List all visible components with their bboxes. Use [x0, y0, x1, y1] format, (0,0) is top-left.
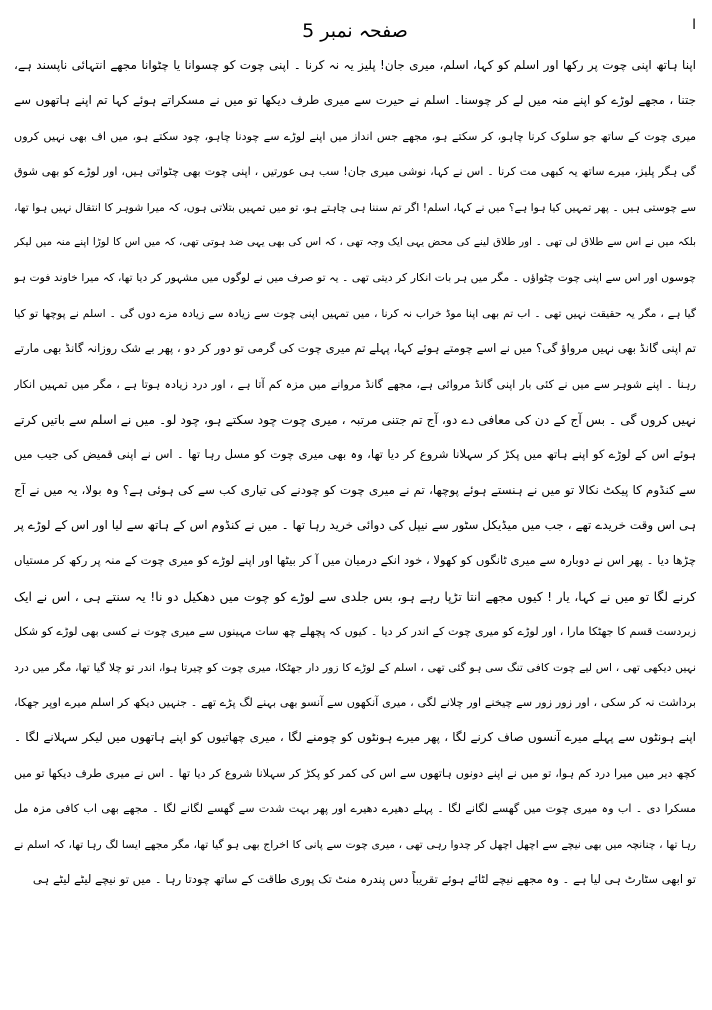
text-line: رہا تھا ، چنانچہ میں بھی نیچے سے اچھل اچھل کر چدوا رہی تھی ، میری چوت سے پانی کا اخراج بھی ہو گیا تھا، مگر مجھے ایسا لگ رہا تھا، کہ اسلم نے [14, 837, 696, 851]
text-line: بلکہ میں نے اس سے طلاق لی تھی ۔ اور طلاق لینے کی محض یہی ایک وجہ تھی ، کہ اس کی بھی یہی ضد ہوتی تھی، کہ میں اس کا لوڑا اپنے منہ میں لیکر [14, 235, 696, 248]
text-line: جتنا ، مجھے لوڑے کو اپنے منہ میں لے کر چوسنا۔ اسلم نے حیرت سے میری طرف دیکھا تو میں نے مسکراتے ہوئے کہا تم اپنے ہاتھوں سے [14, 93, 696, 108]
text-line: رہنا ۔ اپنے شوہر سے میں نے کئی بار اپنی گانڈ مروائی ہے، مجھے گانڈ مروانے میں مزہ کم آتا ہے ، اور درد زیادہ ہوتا ہے ، مگر میں تمہیں انکار [14, 377, 696, 391]
text-line: سے کنڈوم کا پیکٹ نکالا تو میں نے ہنستے ہوئے پوچھا، تم نے میری چوت کو چودنے کی تیاری کب سے کی ہوئی ہے؟ وہ بولا، یہ میں نے آج [14, 482, 696, 497]
body-text [14, 48, 696, 897]
text-line: گیا ہے ، مگر یہ حقیقت نہیں تھی ۔ اب تم بھی اپنا موڈ خراب نہ کرنا ، میں تمہیں اپنی چوت سے زیادہ سے زیادہ مزے دوں گی ۔ اسلم نے پوچھا تو کیا [14, 306, 696, 320]
corner-mark: ا [692, 17, 696, 33]
text-line: اپنا ہاتھ اپنی چوت پر رکھا اور اسلم کو کہا، اسلم، میری جان! پلیز یہ نہ کرنا ۔ اپنی چوت کو چسوانا یا چٹوانا مجھے انتہائی ناپسند ہے، [14, 58, 696, 72]
text-line: سے چوستی ہیں ۔ پھر تمہیں کیا ہوا ہے؟ میں نے کہا، اسلم! اگر تم سننا ہی چاہتے ہو، تو میں تمہیں بتلاتی ہوں، کہ میرا شوہر کا انتقال نہیں ہوا تھا، [14, 200, 696, 214]
page-number-heading: صفحہ نمبر 5 [302, 20, 408, 42]
text-line: تو ابھی سٹارٹ ہی لیا ہے ۔ وہ مجھے نیچے لٹائے ہوئے تقریباً دس پندرہ منٹ تک پوری طاقت کے ساتھ چودتا رہا ۔ میں تو نیچے لیٹے لیٹے ہی [32, 871, 696, 886]
text-line: میری چوت کے ساتھ جو سلوک کرنا چاہو، کر سکتے ہو، مجھے جس انداز میں اپنے لوڑے سے چودنا چاہو، چود سکتے ہو، میں اف بھی نہیں کروں [14, 129, 696, 143]
text-line: تم اپنی گانڈ بھی نہیں مرواؤ گی؟ میں نے اسے چومتے ہوئے کہا، پہلے تم میری چوت کی گرمی تو دور کر دو ، پھر بے شک روزانہ گانڈ بھی مارتے [14, 341, 696, 356]
text-line: نہیں کروں گی ۔ بس آج کے دن کی معافی دے دو، آج تم جتنی مرتبہ ، میری چوت چود سکتے ہو، چود لو۔ میں نے اسلم سے باتیں کرتے [14, 411, 696, 427]
text-line: چوسوں اور اس سے اپنی چوت چٹواؤں ۔ مگر میں ہر بات انکار کر دیتی تھی ۔ یہ تو صرف میں نے لوگوں میں مشہور کر دیا تھا، کہ میرا خاوند فوت ہو [14, 271, 696, 285]
text-line: اپنے ہونٹوں سے پہلے میرے آنسوں صاف کرنے لگا ، پھر میرے ہونٹوں کو چومنے لگا ، میری چھاتیوں کو اپنے ہاتھوں میں لیکر سہلانے لگا ۔ [14, 730, 696, 745]
text-line: کچھ دیر میں میرا درد کم ہوا، تو میں نے اپنے دونوں ہاتھوں سے اس کی کمر کو پکڑ کر سہلانا شروع کر دیا تھا ۔ اس نے میری طرف دیکھا تو میں [14, 766, 696, 780]
text-line: زبردست قسم کا جھٹکا مارا ، اور لوڑے کو میری چوت کے اندر کر دیا ۔ کیوں کہ پچھلے چھ سات مہینوں سے میری چوت نے کسی بھی لوڑے کو شکل [14, 625, 696, 639]
text-line: ہوئے اس کے لوڑے کو اپنے ہاتھ میں پکڑ کر سہلانا شروع کر دیا تھا، وہ بھی میری چوت کو مسل رہا تھا ۔ اس نے اپنی قمیض کی جیب میں [14, 447, 696, 462]
text-line: نہیں دیکھی تھی ، اس لیے چوت کافی تنگ سی ہو گئی تھی ، اسلم کے لوڑے کا زور دار جھٹکا، میری چوت کو چیرتا ہوا، اندر تو چلا گیا تھا، مگر میں درد [14, 660, 696, 674]
text-line: مسکرا دی ۔ اب وہ میری چوت میں گھسے لگانے لگا ۔ پہلے دھیرے دھیرے اور پھر بہت شدت سے گھسے لگانے لگا ۔ مجھے بھی اب کافی مزہ مل [14, 802, 696, 816]
text-line: چڑھا دیا ۔ پھر اس نے دوبارہ سے میری ٹانگوں کو کھولا ، خود انکے درمیان میں آ کر بیٹھا اور اپنے لوڑے کو میری چوت کے منہ پر رکھ کر مستیاں [14, 553, 696, 568]
text-line: کرنے لگا تو میں نے کہا، یار ! کیوں مجھے انتا تڑپا رہے ہو، بس جلدی سے لوڑے کو چوت میں دھکیل دو نا! یہ سنتے ہی ، اس نے ایک [14, 588, 696, 604]
text-line: گی ہگر پلیز، میرے ساتھ یہ کبھی مت کرنا ۔ اس نے کہا، نوشی میری جان! سب ہی عورتیں ، اپنی چوت بھی چٹواتی ہیں، اور لوڑے کو بھی شوق [14, 165, 696, 179]
text-line: ہی اس وقت خریدے تھے ، جب میں میڈیکل سٹور سے نیپل کی دوائی خرید رہا تھا ۔ میں نے کنڈوم اس کے ہاتھ سے لیا اور اس کے لوڑے پر [14, 518, 696, 533]
text-line: برداشت نہ کر سکی ، اور زور زور سے چیخنے اور چلانے لگی ، میری آنکھوں سے آنسو بھی بہنے لگ پڑے تھے ۔ جنہیں دیکھ کر اسلم میرے اوپر جھکا، [14, 696, 696, 710]
